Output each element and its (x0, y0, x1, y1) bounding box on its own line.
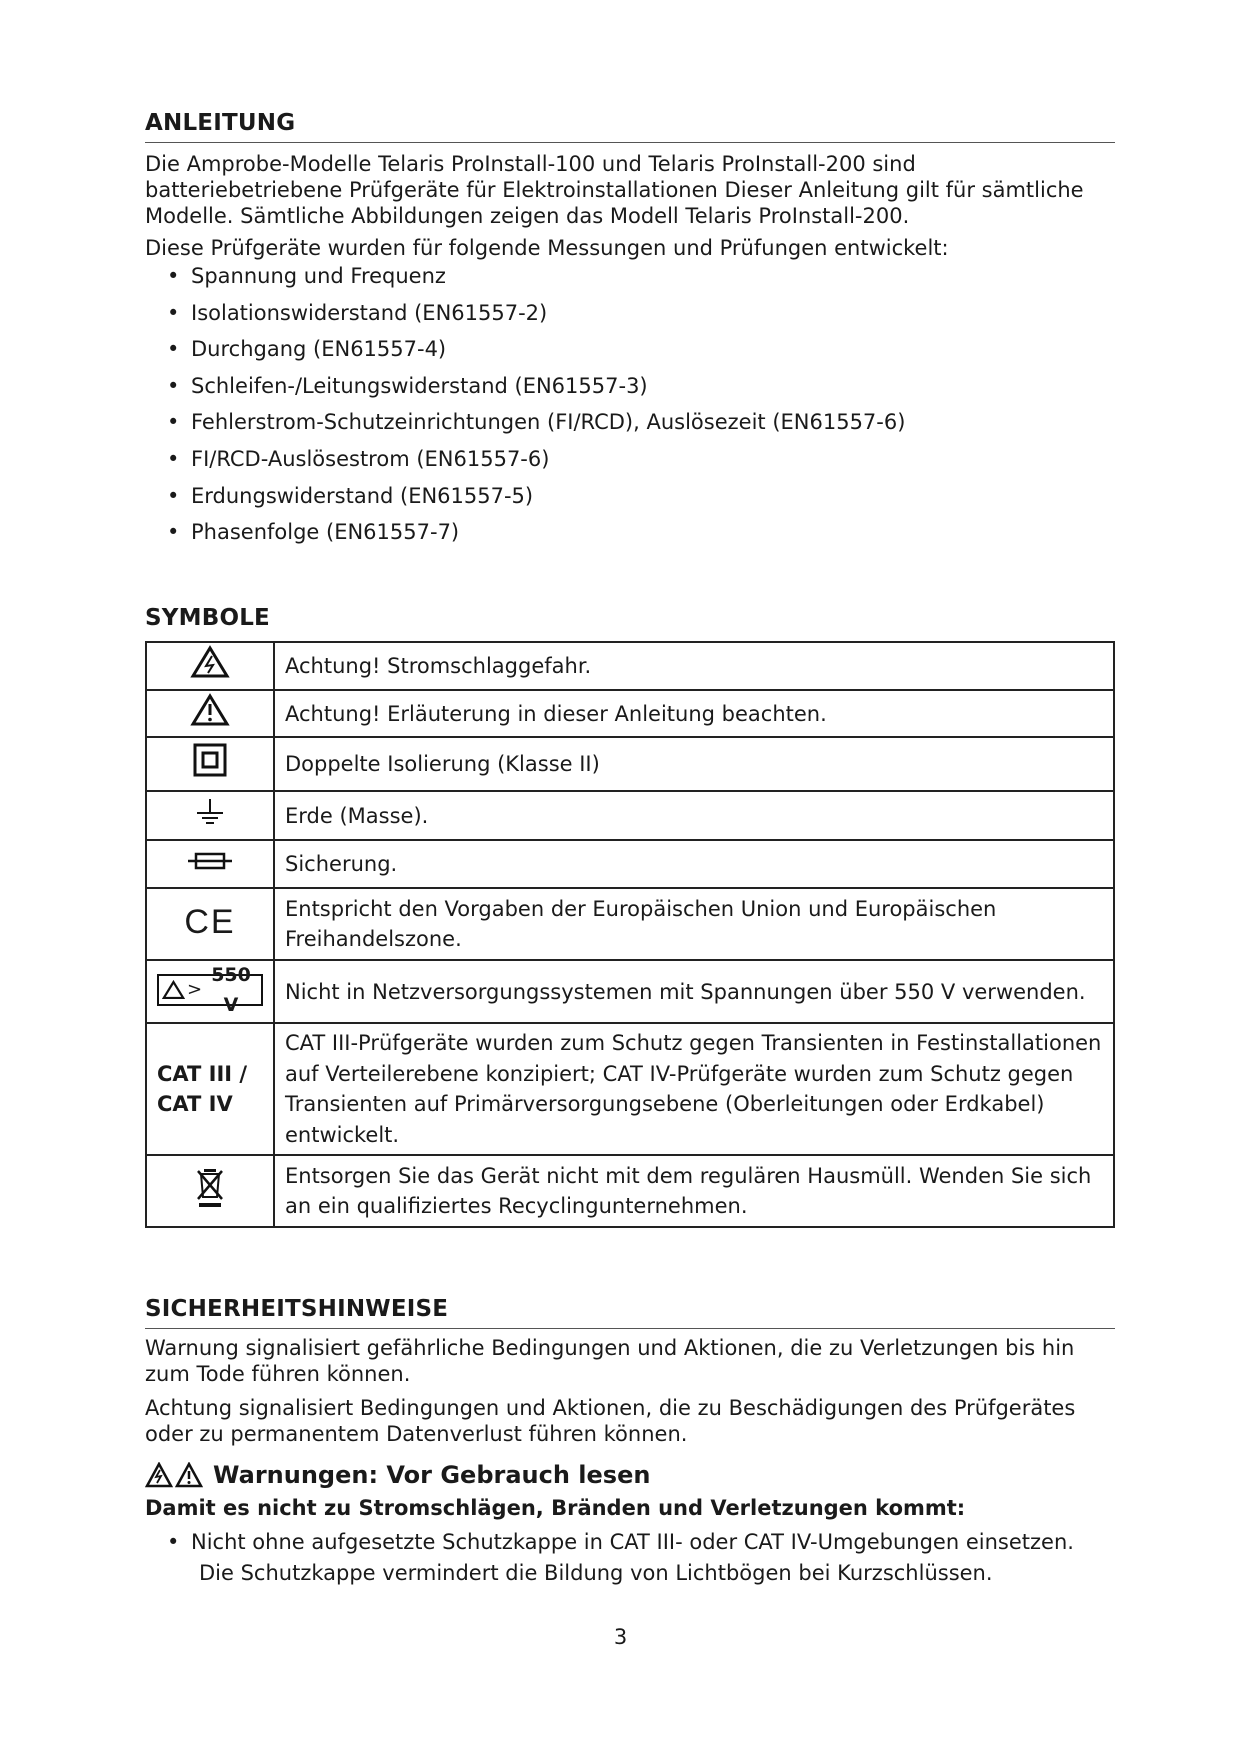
table-row (146, 791, 1114, 840)
symbol-cell (146, 960, 274, 1023)
symbol-description: Achtung! Erläuterung in dieser Anleitung beachten. (274, 690, 1114, 737)
section-sicherheitshinweise (145, 1296, 1115, 1589)
symbol-cell (146, 1155, 274, 1227)
measurement-list (145, 263, 1115, 545)
warnings-subheading: Damit es nicht zu Stromschlägen, Bränden und Verletzungen kommt: (145, 1496, 966, 1520)
section-anleitung (145, 110, 1115, 556)
double-insulation-icon (192, 742, 228, 778)
caution-icon (175, 1462, 203, 1488)
warnings-heading (145, 1461, 1115, 1489)
section-title-symbole: SYMBOLE (145, 605, 270, 631)
list-item: • Phasenfolge (EN61557-7) (191, 519, 1115, 545)
symbol-description: Sicherung. (274, 840, 1114, 888)
greater-than-sign: > (186, 979, 203, 1000)
symbol-description: Entspricht den Vorgaben der Europäischen Union und Europäischen Freihandelszone. (274, 888, 1114, 960)
list-item: • FI/RCD-Auslösestrom (EN61557-6) (191, 446, 1115, 472)
section-title-sicherheit: SICHERHEITSHINWEISE (145, 1296, 1115, 1329)
page-number: 3 (613, 1625, 628, 1649)
symbol-description: Entsorgen Sie das Gerät nicht mit dem regulären Hausmüll. Wenden Sie sich an ein qualifiziertes Recyclingunternehmen. (274, 1155, 1114, 1227)
warnings-heading-text: Warnungen: Vor Gebrauch lesen (213, 1461, 651, 1489)
table-row (146, 1023, 1114, 1155)
symbol-cell (146, 737, 274, 791)
warning-definition: Warnung signalisiert gefährliche Bedingungen und Aktionen, die zu Verletzungen bis hin zum Tode führen können. (145, 1336, 1075, 1386)
section-title-anleitung: ANLEITUNG (145, 110, 1115, 143)
symbol-description: CAT III-Prüfgeräte wurden zum Schutz gegen Transienten in Festinstallationen auf Verteilerebene konzipiert; CAT IV-Prüfgeräte wurden zum Schutz gegen Transienten auf Primärversorgungsebene (Oberleitungen oder Erdkabel) entwickelt. (274, 1023, 1114, 1155)
lead-paragraph: Diese Prüfgeräte wurden für folgende Messungen und Prüfungen entwickelt: (145, 236, 949, 260)
symbol-cell (146, 791, 274, 840)
list-item (191, 1527, 1115, 1589)
ground-icon (194, 796, 226, 828)
shock-warning-icon (145, 1462, 173, 1488)
caution-icon (190, 693, 230, 727)
symbol-cell (146, 690, 274, 737)
table-row (146, 737, 1114, 791)
warning-line-continuation: Die Schutzkappe vermindert die Bildung von Lichtbögen bei Kurzschlüssen. (199, 1561, 993, 1585)
symbol-cell (146, 642, 274, 690)
symbol-cell (146, 888, 274, 960)
list-item: • Fehlerstrom-Schutzeinrichtungen (FI/RCD), Auslösezeit (EN61557-6) (191, 409, 1115, 435)
table-row (146, 960, 1114, 1023)
list-item: • Spannung und Frequenz (191, 263, 1115, 289)
table-row (146, 1155, 1114, 1227)
cat-label-cell (146, 1023, 274, 1155)
symbol-description: Achtung! Stromschlaggefahr. (274, 642, 1114, 690)
fuse-icon (186, 851, 234, 871)
weee-bin-icon (196, 1165, 224, 1209)
list-item: • Erdungswiderstand (EN61557-5) (191, 483, 1115, 509)
warning-line: Nicht ohne aufgesetzte Schutzkappe in CAT III- oder CAT IV-Umgebungen einsetzen. (191, 1530, 1074, 1554)
max-voltage-icon (157, 964, 263, 1016)
intro-paragraph: Die Amprobe-Modelle Telaris ProInstall-100 und Telaris ProInstall-200 sind batteriebetriebene Prüfgeräte für Elektroinstallationen Dieser Anleitung gilt für sämtliche Modelle. Sämtliche Abbildungen zeigen das Modell Telaris ProInstall-200. (145, 152, 1084, 228)
list-item: • Isolationswiderstand (EN61557-2) (191, 300, 1115, 326)
warnings-list (145, 1527, 1115, 1589)
table-row (146, 642, 1114, 690)
shock-warning-icon (190, 645, 230, 679)
table-row (146, 888, 1114, 960)
table-row (146, 690, 1114, 737)
max-voltage-label: 550 V (211, 964, 251, 1016)
list-item: • Durchgang (EN61557-4) (191, 336, 1115, 362)
symbol-cell (146, 840, 274, 888)
cat-label: CAT III / CAT IV (157, 1062, 248, 1116)
caution-definition: Achtung signalisiert Bedingungen und Aktionen, die zu Beschädigungen des Prüfgerätes oder zu permanentem Datenverlust führen können. (145, 1396, 1076, 1446)
symbol-description: Nicht in Netzversorgungssystemen mit Spannungen über 550 V verwenden. (274, 960, 1114, 1023)
symbol-description: Doppelte Isolierung (Klasse II) (274, 737, 1114, 791)
warning-triangle-icon (162, 979, 185, 1001)
section-symbole (145, 605, 1115, 1228)
symbol-description: Erde (Masse). (274, 791, 1114, 840)
ce-mark-icon: CE (184, 903, 236, 941)
symbol-table (145, 641, 1115, 1228)
table-row (146, 840, 1114, 888)
list-item: • Schleifen-/Leitungswiderstand (EN61557-3) (191, 373, 1115, 399)
